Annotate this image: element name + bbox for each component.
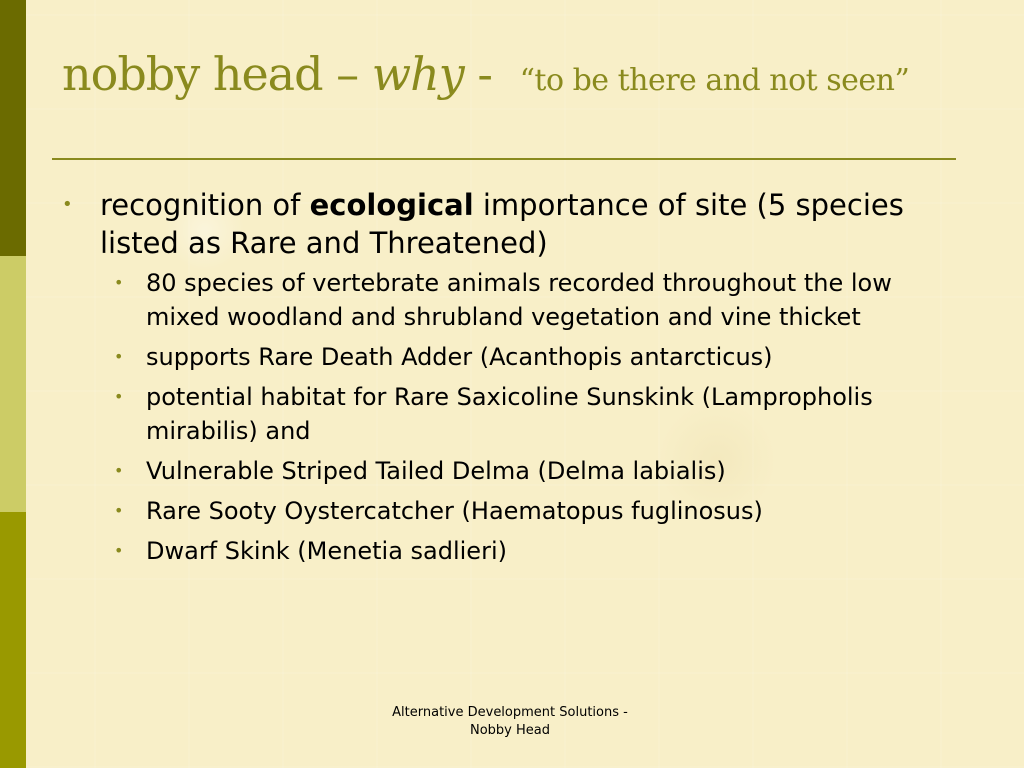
- bullet-level1: [62, 186, 942, 262]
- title-divider: [52, 158, 956, 160]
- title-dash: -: [463, 47, 506, 101]
- sub-bullet-text: Rare Sooty Oystercatcher (Haematopus fuglinosus): [146, 497, 763, 525]
- slide-footer: [360, 704, 660, 740]
- title-main: nobby head –: [62, 47, 372, 101]
- sub-bullet-text: Vulnerable Striped Tailed Delma (Delma labialis): [146, 457, 726, 485]
- sidebar-segment-light: [0, 256, 26, 512]
- title-emphasis: why: [371, 47, 464, 101]
- sub-bullet-item: [100, 380, 942, 448]
- sub-bullet-text: potential habitat for Rare Saxicoline Sunskink (Lampropholis mirabilis) and: [146, 383, 873, 445]
- sub-bullet-text: Dwarf Skink (Menetia sadlieri): [146, 537, 507, 565]
- sub-bullet-marker: •: [114, 347, 124, 366]
- sub-bullet-marker: •: [114, 461, 124, 480]
- footer-line-1: Alternative Development Solutions -: [392, 705, 628, 720]
- bullet-text-bold: ecological: [309, 188, 474, 222]
- sub-bullet-text: supports Rare Death Adder (Acanthopis antarcticus): [146, 343, 773, 371]
- sub-bullet-marker: •: [114, 501, 124, 520]
- sub-bullet-list: [62, 266, 942, 568]
- sub-bullet-text: 80 species of vertebrate animals recorded throughout the low mixed woodland and shrubland vegetation and vine thicket: [146, 269, 892, 331]
- bullet-marker: •: [62, 194, 73, 215]
- sub-bullet-item: [100, 454, 942, 488]
- sub-bullet-item: [100, 340, 942, 374]
- sidebar-segment-dark: [0, 0, 26, 256]
- sidebar-segment-mid: [0, 512, 26, 768]
- sidebar-accent-bar: [0, 0, 26, 768]
- sub-bullet-marker: •: [114, 387, 124, 406]
- sub-bullet-item: [100, 494, 942, 528]
- footer-line-2: Nobby Head: [470, 723, 550, 738]
- sub-bullet-marker: •: [114, 273, 124, 292]
- title-quote: “to be there and not seen”: [519, 63, 910, 98]
- bullet-content: [62, 186, 942, 574]
- slide-title: [62, 44, 962, 111]
- sub-bullet-marker: •: [114, 541, 124, 560]
- bullet-text-pre: recognition of: [100, 188, 310, 222]
- sub-bullet-item: [100, 534, 942, 568]
- sub-bullet-item: [100, 266, 942, 334]
- bullet-text-post: importance of site (5 species listed as Rare and Threatened): [100, 188, 904, 260]
